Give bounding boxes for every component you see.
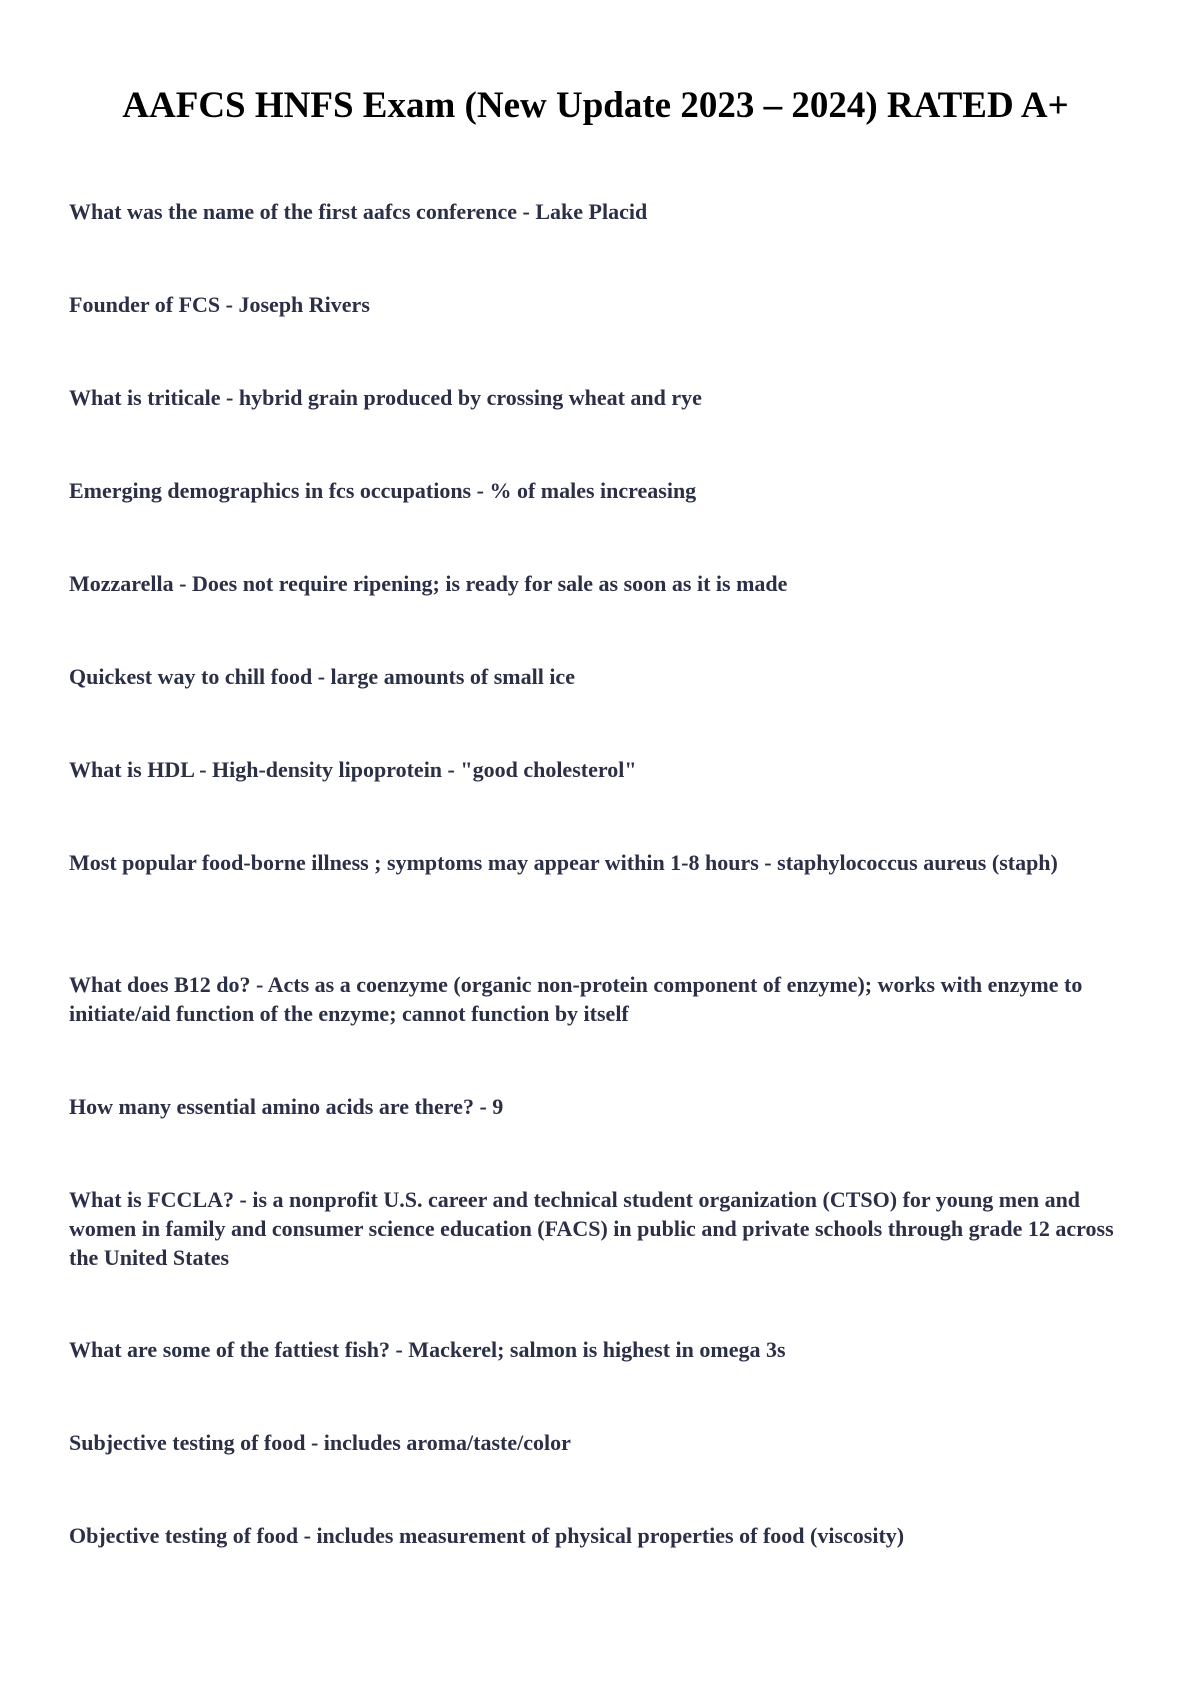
qa-item: Emerging demographics in fcs occupations - % of males increasing bbox=[69, 478, 697, 503]
qa-item: Subjective testing of food - includes aroma/taste/color bbox=[69, 1430, 571, 1455]
qa-item: Most popular food-borne illness ; symptoms may appear within 1-8 hours - staphylococcus aureus (staph) bbox=[69, 850, 1058, 875]
qa-item: What does B12 do? - Acts as a coenzyme (organic non-protein component of enzyme); works with enzyme to initiate/aid function of the enzyme; cannot function by itself bbox=[69, 972, 1083, 1026]
qa-item: What is FCCLA? - is a nonprofit U.S. career and technical student organization (CTSO) for young men and women in family and consumer science education (FACS) in public and private schools through grade 12 across the United States bbox=[69, 1187, 1114, 1270]
qa-item: What is HDL - High-density lipoprotein - "good cholesterol" bbox=[69, 757, 637, 782]
qa-item: Mozzarella - Does not require ripening; is ready for sale as soon as it is made bbox=[69, 571, 788, 596]
qa-item: Quickest way to chill food - large amounts of small ice bbox=[69, 664, 575, 689]
document-title: AAFCS HNFS Exam (New Update 2023 – 2024) RATED A+ bbox=[122, 85, 1069, 126]
qa-item: What was the name of the first aafcs conference - Lake Placid bbox=[69, 199, 648, 224]
qa-item: What is triticale - hybrid grain produced by crossing wheat and rye bbox=[69, 385, 702, 410]
qa-item: Objective testing of food - includes measurement of physical properties of food (viscosity) bbox=[69, 1523, 905, 1548]
qa-item: How many essential amino acids are there? - 9 bbox=[69, 1094, 504, 1119]
qa-item: Founder of FCS - Joseph Rivers bbox=[69, 292, 370, 317]
qa-item: What are some of the fattiest fish? - Mackerel; salmon is highest in omega 3s bbox=[69, 1337, 786, 1362]
